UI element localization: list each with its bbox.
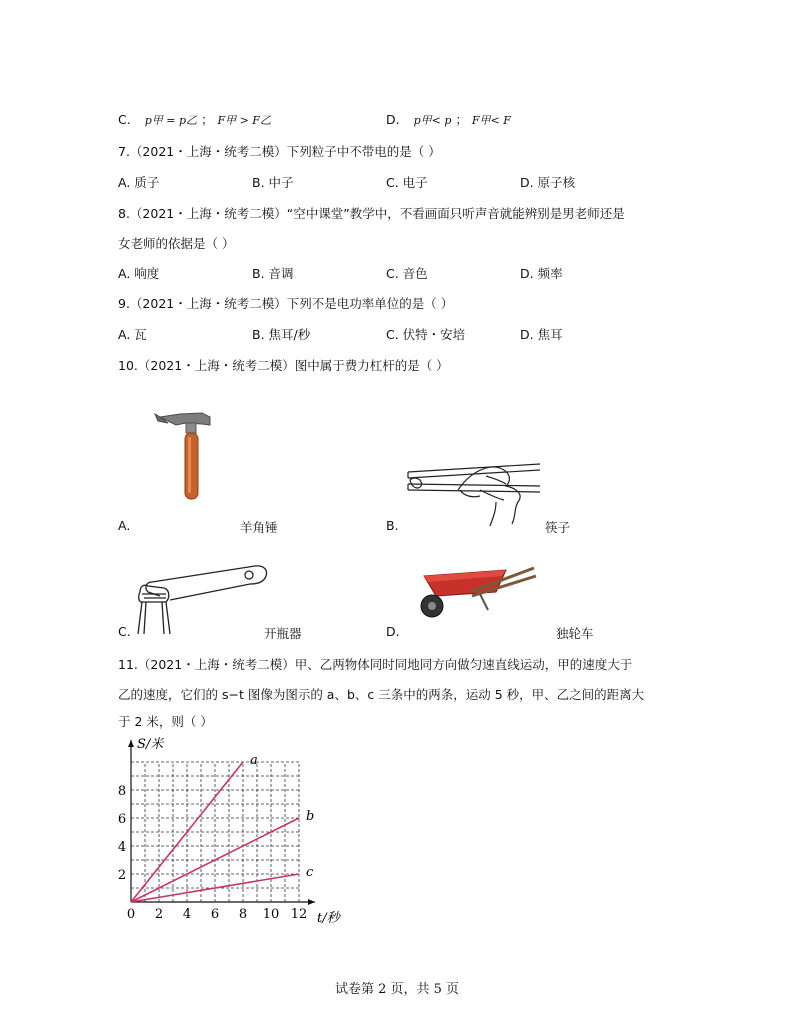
q9-option-a: A. 瓦: [118, 327, 147, 342]
q6-option-d-pressure: p甲< p: [413, 114, 452, 127]
q11-stem-line2: 乙的速度，它们的 s−t 图像为图示的 a、b、c 三条中的两条，运动 5 秒，甲、乙之间的距离大: [118, 687, 645, 702]
q10-stem: 10.（2021・上海・统考二模）图中属于费力杠杆的是（ ）: [118, 358, 449, 373]
q8-option-a: A. 响度: [118, 266, 160, 281]
q6-option-d-sep: ；: [455, 112, 468, 127]
q8-option-c: C. 音色: [386, 266, 428, 281]
q6-option-c-sep: ；: [200, 112, 214, 127]
q10-option-c-caption: 开瓶器: [264, 626, 302, 641]
y-axis-label: S/米: [137, 737, 164, 752]
q10-option-a-label: A.: [118, 518, 131, 533]
series-label-c: c: [306, 865, 314, 880]
q6-option-d-force: F甲< F: [471, 114, 511, 127]
q10-option-b-caption: 筷子: [545, 520, 571, 535]
q6-option-c: [118, 110, 271, 128]
q8-option-d: D. 频率: [520, 266, 563, 281]
q6-option-c-force: F甲 > F乙: [217, 114, 271, 127]
x-tick-label: 0: [126, 907, 136, 922]
q9-option-c: C. 伏特・安培: [386, 327, 466, 342]
q7-option-b: B. 中子: [252, 175, 294, 190]
wheelbarrow-image: [410, 562, 540, 624]
bottle-opener-image: [130, 558, 270, 636]
q9-option-b: B. 焦耳/秒: [252, 327, 311, 342]
s-t-chart: [100, 730, 360, 930]
q9-stem: 9.（2021・上海・统考二模）下列不是电功率单位的是（ ）: [118, 296, 454, 311]
q8-stem-line2: 女老师的依据是（ ）: [118, 236, 235, 251]
x-tick-label: 8: [238, 907, 248, 922]
y-tick-label: 4: [117, 840, 127, 855]
q7-option-d: D. 原子核: [520, 175, 576, 190]
x-tick-label: 2: [154, 907, 164, 922]
y-tick-label: 2: [117, 868, 127, 883]
y-tick-label: 6: [117, 812, 127, 827]
q7-option-c: C. 电子: [386, 175, 428, 190]
chart-ticks: [118, 784, 307, 922]
q11-stem-line3: 于 2 米，则（ ）: [118, 714, 213, 729]
q11-stem-line1: 11.（2021・上海・统考二模）甲、乙两物体同时同地同方向做匀速直线运动，甲的速度大于: [118, 657, 633, 672]
q6-option-d-label: D.: [386, 112, 400, 127]
chart-series: [131, 753, 314, 902]
x-axis-label: t/秒: [317, 911, 340, 926]
x-tick-label: 4: [182, 907, 192, 922]
y-axis-arrow: [128, 740, 134, 747]
chart-grid: [131, 762, 299, 902]
x-tick-label: 10: [262, 907, 280, 922]
q8-stem-line1: 8.（2021・上海・统考二模）“空中课堂”教学中，不看画面只听声音就能辨别是男老师还是: [118, 206, 625, 221]
x-tick-label: 6: [210, 907, 220, 922]
q10-option-b-label: B.: [386, 518, 399, 533]
q9-option-d: D. 焦耳: [520, 327, 563, 342]
chart-axes: [128, 740, 315, 905]
q6-option-d: [386, 110, 511, 128]
q7-option-a: A. 质子: [118, 175, 160, 190]
claw-hammer-image: [150, 405, 220, 505]
y-tick-label: 8: [117, 784, 127, 799]
q10-option-a-caption: 羊角锤: [240, 520, 278, 535]
q6-option-c-pressure: p甲 = p乙: [144, 114, 197, 127]
q8-option-b: B. 音调: [252, 266, 294, 281]
x-axis-arrow: [308, 899, 315, 905]
q10-option-d-label: D.: [386, 624, 400, 639]
q10-option-d-caption: 独轮车: [556, 626, 594, 641]
q10-option-c-label: C.: [118, 624, 131, 639]
series-label-b: b: [306, 809, 315, 824]
page-footer: 试卷第 2 页，共 5 页: [334, 982, 460, 997]
chopsticks-image: [400, 450, 545, 528]
series-label-a: a: [250, 753, 258, 768]
q7-stem: 7.（2021・上海・统考二模）下列粒子中不带电的是（ ）: [118, 144, 441, 159]
x-tick-label: 12: [290, 907, 308, 922]
q6-option-c-label: C.: [118, 112, 131, 127]
